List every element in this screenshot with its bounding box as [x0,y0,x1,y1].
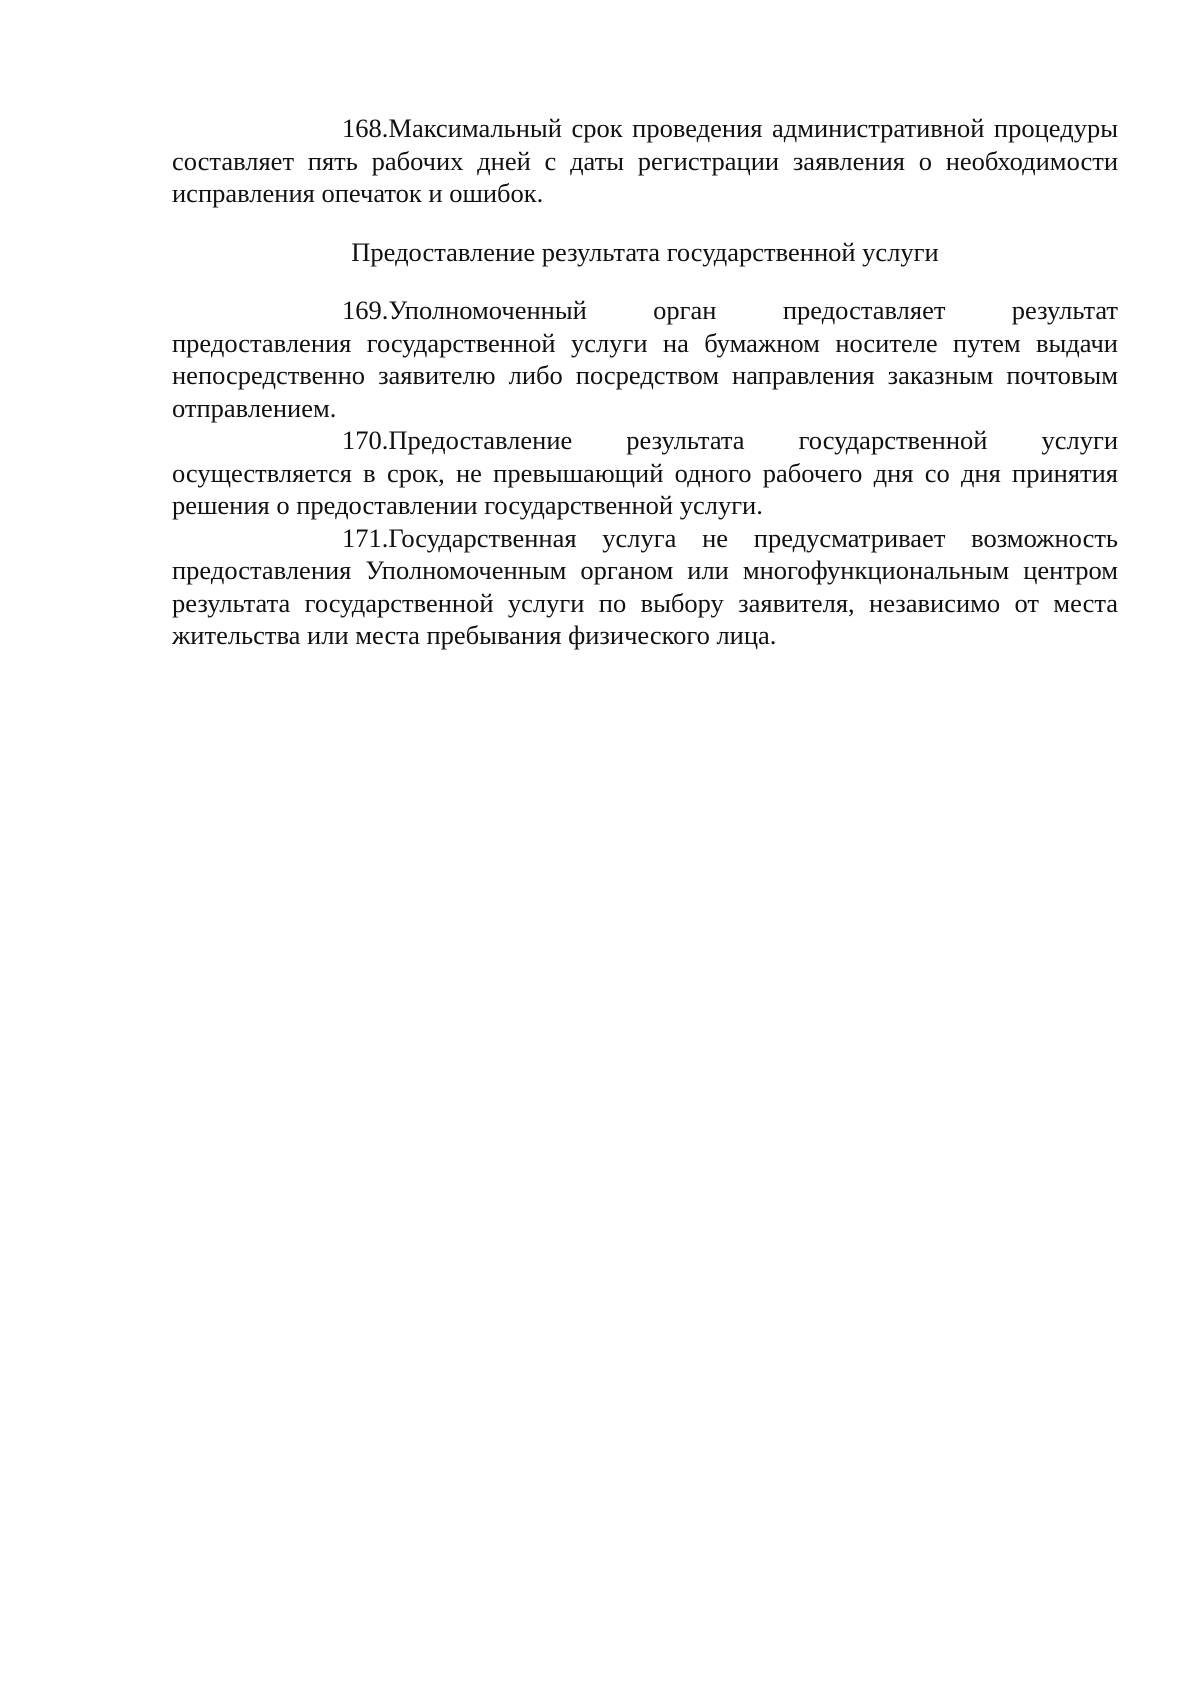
paragraph-168 [172,112,1118,210]
paragraph-169 [172,294,1118,424]
paragraph-number: 169. [342,295,389,325]
paragraph-text: Предоставление результата государственной услуги осуществляется в срок, не превышающий одного рабочего дня со дня принятия решения о предоставлении государственной услуги. [172,425,1118,520]
paragraph-171 [172,522,1118,652]
paragraph-number: 168. [342,113,389,143]
paragraph-text: Максимальный срок проведения административной процедуры составляет пять рабочих дней с даты регистрации заявления о необходимости исправления опечаток и ошибок. [172,113,1118,208]
section-heading: Предоставление результата государственной услуги [351,236,939,267]
document-body [172,112,1118,652]
paragraph-number: 170. [342,425,389,455]
paragraph-text: Уполномоченный орган предоставляет результат предоставления государственной услуги на бумажном носителе путем выдачи непосредственно заявителю либо посредством направления заказным почтовым отправлением. [172,295,1118,423]
paragraph-text: Государственная услуга не предусматривает возможность предоставления Уполномоченным органом или многофункциональным центром результата государственной услуги по выбору заявителя, независимо от места жительства или места пребывания физического лица. [172,522,1118,650]
paragraph-170 [172,424,1118,522]
paragraph-number: 171. [342,522,389,553]
